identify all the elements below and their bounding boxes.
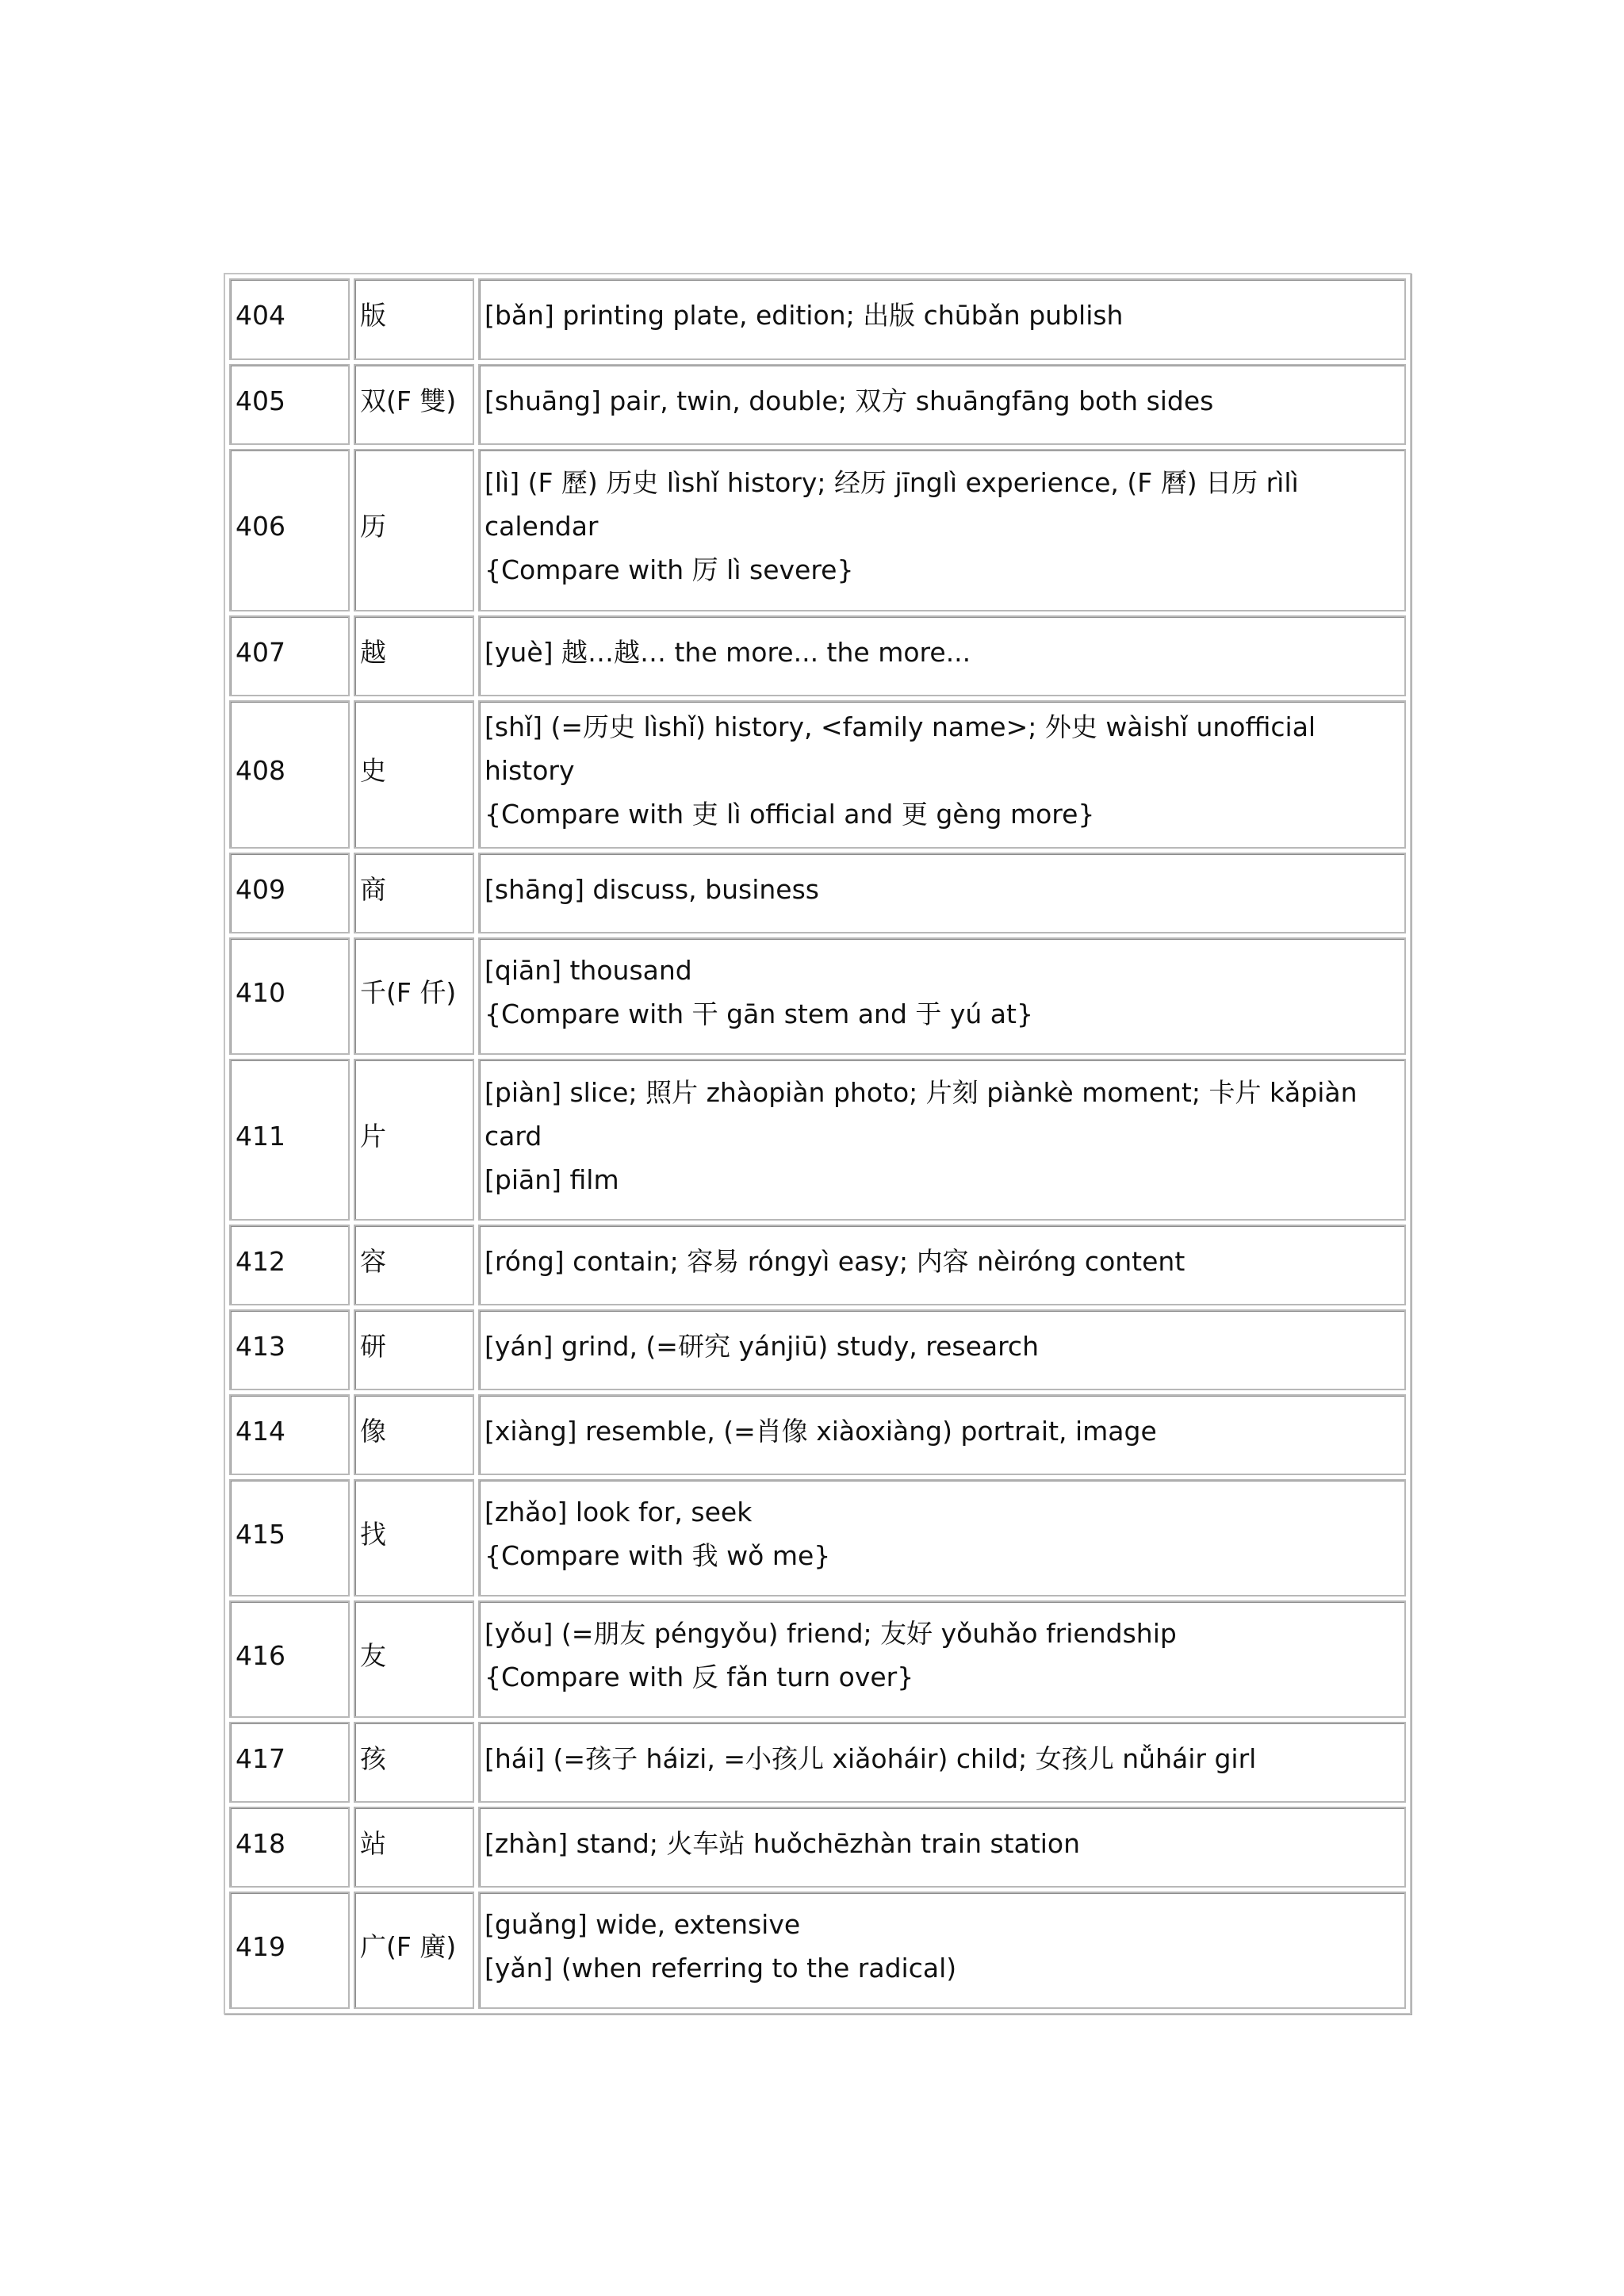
- definition-line: [xiàng] resemble, (=肖像 xiàoxiàng) portrait, image: [485, 1415, 1157, 1447]
- table-row: [229, 278, 1406, 360]
- entry-definition-cell: [478, 1479, 1406, 1596]
- table-row: [229, 1059, 1406, 1221]
- entry-number-cell: 418: [229, 1807, 350, 1888]
- table-row: [229, 364, 1406, 445]
- entry-character-cell: 商: [354, 853, 474, 933]
- entry-character-cell: 广(F 廣): [354, 1892, 474, 2009]
- table-row: [229, 1807, 1406, 1888]
- entry-number-cell: 417: [229, 1722, 350, 1803]
- entry-definition-cell: [478, 1807, 1406, 1888]
- table-row: [229, 1892, 1406, 2009]
- definition-line: {Compare with 干 gān stem and 于 yú at}: [485, 999, 1033, 1029]
- entry-character-cell: 研: [354, 1309, 474, 1390]
- entry-definition-cell: [478, 1225, 1406, 1305]
- entry-number-cell: 405: [229, 364, 350, 445]
- definition-line: [yǎn] (when referring to the radical): [485, 1953, 957, 1984]
- entry-character-cell: 站: [354, 1807, 474, 1888]
- table-row: [229, 1600, 1406, 1718]
- definition-line: [shāng] discuss, business: [485, 873, 819, 905]
- entry-number-cell: 416: [229, 1600, 350, 1718]
- entry-definition-cell: [478, 278, 1406, 360]
- definition-line: {Compare with 厉 lì severe}: [485, 554, 854, 585]
- definition-line: [shuāng] pair, twin, double; 双方 shuāngfāng both sides: [485, 385, 1214, 416]
- table-row: [229, 1479, 1406, 1596]
- table-row: [229, 1722, 1406, 1803]
- entry-number-cell: 404: [229, 278, 350, 360]
- entry-character-cell: 像: [354, 1394, 474, 1475]
- entry-character-cell: 千(F 仟): [354, 937, 474, 1055]
- definition-line: [zhǎo] look for, seek: [485, 1497, 753, 1527]
- definition-line: [yán] grind, (=研究 yánjiū) study, research: [485, 1330, 1039, 1362]
- entry-definition-cell: [478, 364, 1406, 445]
- definition-line: [róng] contain; 容易 róngyì easy; 内容 nèiróng content: [485, 1245, 1185, 1277]
- character-table: [224, 273, 1411, 2014]
- entry-character-cell: 友: [354, 1600, 474, 1718]
- entry-definition-cell: [478, 449, 1406, 611]
- entry-definition-cell: [478, 1722, 1406, 1803]
- entry-number-cell: 419: [229, 1892, 350, 2009]
- entry-definition-cell: [478, 1394, 1406, 1475]
- entry-definition-cell: [478, 1600, 1406, 1718]
- entry-character-cell: 越: [354, 615, 474, 696]
- entry-character-cell: 孩: [354, 1722, 474, 1803]
- definition-line: [piān] film: [485, 1163, 619, 1195]
- entry-number-cell: 414: [229, 1394, 350, 1475]
- entry-number-cell: 406: [229, 449, 350, 611]
- entry-definition-cell: [478, 700, 1406, 849]
- entry-number-cell: 410: [229, 937, 350, 1055]
- entry-number-cell: 409: [229, 853, 350, 933]
- entry-definition-cell: [478, 853, 1406, 933]
- table-row: [229, 937, 1406, 1055]
- definition-line: [qiān] thousand: [485, 955, 692, 986]
- entry-definition-cell: [478, 1892, 1406, 2009]
- entry-number-cell: 415: [229, 1479, 350, 1596]
- definition-line: [lì] (F 歷) 历史 lìshǐ history; 经历 jīnglì experience, (F 曆) 日历 rìlì calendar: [485, 467, 1299, 542]
- entry-definition-cell: [478, 1059, 1406, 1221]
- entry-number-cell: 412: [229, 1225, 350, 1305]
- definition-line: {Compare with 我 wǒ me}: [485, 1540, 831, 1571]
- entry-character-cell: 历: [354, 449, 474, 611]
- table-row: [229, 1225, 1406, 1305]
- definition-line: [yuè] 越…越… the more... the more...: [485, 636, 971, 668]
- definition-line: {Compare with 反 fǎn turn over}: [485, 1662, 914, 1692]
- table-row: [229, 449, 1406, 611]
- definition-line: [hái] (=孩子 háizi, =小孩儿 xiǎoháir) child; 女孩儿 nǚháir girl: [485, 1742, 1257, 1774]
- entry-character-cell: 容: [354, 1225, 474, 1305]
- definition-line: [zhàn] stand; 火车站 huǒchēzhàn train station: [485, 1827, 1081, 1859]
- definition-line: [guǎng] wide, extensive: [485, 1909, 801, 1940]
- table-row: [229, 1309, 1406, 1390]
- entry-character-cell: 双(F 雙): [354, 364, 474, 445]
- table-row: [229, 1394, 1406, 1475]
- entry-character-cell: 找: [354, 1479, 474, 1596]
- table-row: [229, 615, 1406, 696]
- character-table-body: [229, 278, 1406, 2009]
- definition-line: [bǎn] printing plate, edition; 出版 chūbǎn publish: [485, 300, 1124, 331]
- table-row: [229, 700, 1406, 849]
- definition-line: {Compare with 吏 lì official and 更 gèng more}: [485, 799, 1095, 830]
- definition-line: [shǐ] (=历史 lìshǐ) history, <family name>; 外史 wàishǐ unofficial history: [485, 711, 1316, 786]
- entry-definition-cell: [478, 615, 1406, 696]
- definition-line: [piàn] slice; 照片 zhàopiàn photo; 片刻 piànkè moment; 卡片 kǎpiàn card: [485, 1076, 1358, 1152]
- entry-character-cell: 片: [354, 1059, 474, 1221]
- entry-definition-cell: [478, 937, 1406, 1055]
- entry-number-cell: 407: [229, 615, 350, 696]
- entry-character-cell: 史: [354, 700, 474, 849]
- entry-number-cell: 413: [229, 1309, 350, 1390]
- table-row: [229, 853, 1406, 933]
- definition-line: [yǒu] (=朋友 péngyǒu) friend; 友好 yǒuhǎo friendship: [485, 1618, 1177, 1649]
- entry-number-cell: 411: [229, 1059, 350, 1221]
- entry-number-cell: 408: [229, 700, 350, 849]
- entry-character-cell: 版: [354, 278, 474, 360]
- entry-definition-cell: [478, 1309, 1406, 1390]
